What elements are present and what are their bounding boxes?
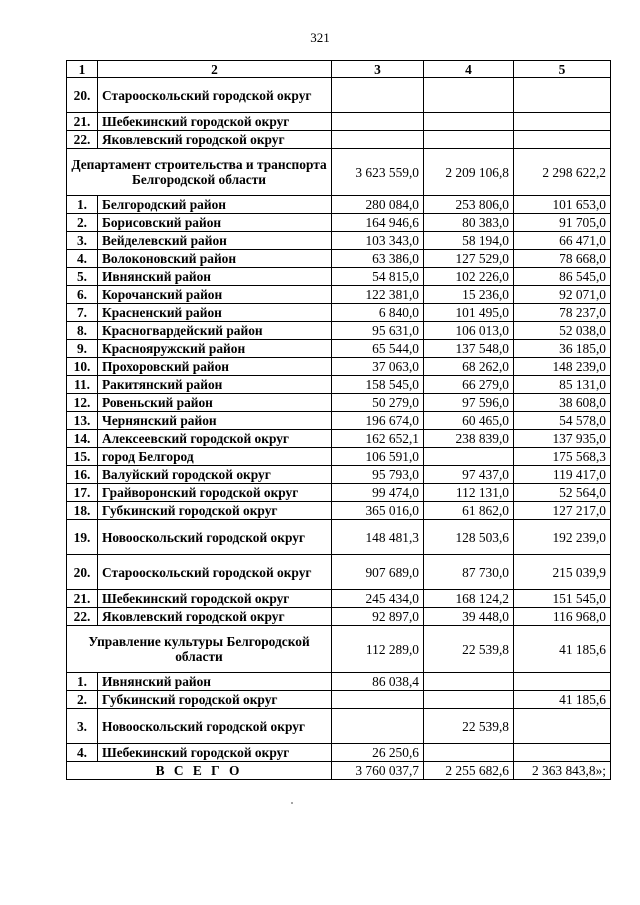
- value-col-4: 101 495,0: [424, 304, 514, 322]
- department-row: [67, 149, 611, 196]
- value-col-4: 253 806,0: [424, 196, 514, 214]
- value-col-3: 245 434,0: [332, 590, 424, 608]
- value-col-3: 95 793,0: [332, 466, 424, 484]
- value-col-4: 2 255 682,6: [424, 762, 514, 780]
- value-col-4: 68 262,0: [424, 358, 514, 376]
- row-number: 6.: [67, 286, 98, 304]
- value-col-5: [514, 709, 611, 744]
- value-col-5: 137 935,0: [514, 430, 611, 448]
- table-row: [67, 448, 611, 466]
- table-row: [67, 232, 611, 250]
- value-col-5: 36 185,0: [514, 340, 611, 358]
- value-col-3: 65 544,0: [332, 340, 424, 358]
- table-row: [67, 709, 611, 744]
- value-col-3: 907 689,0: [332, 555, 424, 590]
- row-number: 2.: [67, 214, 98, 232]
- table-row: [67, 78, 611, 113]
- department-name: Управление культуры Белгородской области: [67, 626, 332, 673]
- row-name: Старооскольский городской округ: [98, 78, 332, 113]
- row-number: 5.: [67, 268, 98, 286]
- row-number: 1.: [67, 196, 98, 214]
- value-col-5: 78 668,0: [514, 250, 611, 268]
- value-col-4: 58 194,0: [424, 232, 514, 250]
- value-col-5: 92 071,0: [514, 286, 611, 304]
- value-col-4: 112 131,0: [424, 484, 514, 502]
- row-number: 3.: [67, 232, 98, 250]
- row-name: Ракитянский район: [98, 376, 332, 394]
- table-row: [67, 304, 611, 322]
- header-col-2: 2: [98, 61, 332, 78]
- value-col-4: [424, 673, 514, 691]
- value-col-3: 103 343,0: [332, 232, 424, 250]
- row-number: 7.: [67, 304, 98, 322]
- row-number: 16.: [67, 466, 98, 484]
- total-label: В С Е Г О: [67, 762, 332, 780]
- value-col-3: 365 016,0: [332, 502, 424, 520]
- row-name: Белгородский район: [98, 196, 332, 214]
- value-col-4: [424, 113, 514, 131]
- value-col-4: 66 279,0: [424, 376, 514, 394]
- value-col-3: 164 946,6: [332, 214, 424, 232]
- row-number: 1.: [67, 673, 98, 691]
- value-col-3: [332, 113, 424, 131]
- row-name: Губкинский городской округ: [98, 691, 332, 709]
- scan-speck: [291, 802, 293, 804]
- value-col-3: 95 631,0: [332, 322, 424, 340]
- value-col-5: [514, 744, 611, 762]
- value-col-3: [332, 78, 424, 113]
- row-name: Краснояружский район: [98, 340, 332, 358]
- value-col-4: 15 236,0: [424, 286, 514, 304]
- department-row: [67, 626, 611, 673]
- value-col-4: 106 013,0: [424, 322, 514, 340]
- value-col-5: 2 363 843,8»;: [514, 762, 611, 780]
- value-col-4: 60 465,0: [424, 412, 514, 430]
- row-number: 2.: [67, 691, 98, 709]
- row-name: Прохоровский район: [98, 358, 332, 376]
- value-col-4: 238 839,0: [424, 430, 514, 448]
- table-row: [67, 555, 611, 590]
- value-col-5: 119 417,0: [514, 466, 611, 484]
- value-col-4: [424, 744, 514, 762]
- row-name: Старооскольский городской округ: [98, 555, 332, 590]
- value-col-4: 22 539,8: [424, 626, 514, 673]
- value-col-5: 54 578,0: [514, 412, 611, 430]
- value-col-4: 61 862,0: [424, 502, 514, 520]
- row-name: Яковлевский городской округ: [98, 131, 332, 149]
- value-col-4: 97 437,0: [424, 466, 514, 484]
- table-row: [67, 322, 611, 340]
- value-col-5: 2 298 622,2: [514, 149, 611, 196]
- row-number: 19.: [67, 520, 98, 555]
- value-col-3: 280 084,0: [332, 196, 424, 214]
- value-col-4: [424, 78, 514, 113]
- value-col-3: 54 815,0: [332, 268, 424, 286]
- table-row: [67, 358, 611, 376]
- value-col-3: 50 279,0: [332, 394, 424, 412]
- table-row: [67, 196, 611, 214]
- row-name: Яковлевский городской округ: [98, 608, 332, 626]
- value-col-3: [332, 691, 424, 709]
- value-col-5: 78 237,0: [514, 304, 611, 322]
- row-number: 9.: [67, 340, 98, 358]
- row-name: город Белгород: [98, 448, 332, 466]
- value-col-4: [424, 131, 514, 149]
- table-row: [67, 268, 611, 286]
- row-name: Вейделевский район: [98, 232, 332, 250]
- value-col-4: [424, 448, 514, 466]
- row-number: 3.: [67, 709, 98, 744]
- table-row: [67, 113, 611, 131]
- row-number: 10.: [67, 358, 98, 376]
- table-row: [67, 430, 611, 448]
- table-row: [67, 744, 611, 762]
- value-col-5: 91 705,0: [514, 214, 611, 232]
- row-name: Новооскольский городской округ: [98, 709, 332, 744]
- value-col-5: 41 185,6: [514, 691, 611, 709]
- value-col-4: 87 730,0: [424, 555, 514, 590]
- row-name: Грайворонский городской округ: [98, 484, 332, 502]
- value-col-5: 175 568,3: [514, 448, 611, 466]
- value-col-3: 26 250,6: [332, 744, 424, 762]
- row-name: Ивнянский район: [98, 673, 332, 691]
- value-col-5: 215 039,9: [514, 555, 611, 590]
- row-name: Валуйский городской округ: [98, 466, 332, 484]
- value-col-3: 112 289,0: [332, 626, 424, 673]
- value-col-3: 3 760 037,7: [332, 762, 424, 780]
- row-number: 20.: [67, 78, 98, 113]
- value-col-3: 158 545,0: [332, 376, 424, 394]
- value-col-5: [514, 673, 611, 691]
- row-name: Красненский район: [98, 304, 332, 322]
- value-col-4: 127 529,0: [424, 250, 514, 268]
- value-col-3: 99 474,0: [332, 484, 424, 502]
- value-col-3: 162 652,1: [332, 430, 424, 448]
- row-name: Борисовский район: [98, 214, 332, 232]
- row-name: Шебекинский городской округ: [98, 744, 332, 762]
- row-number: 21.: [67, 113, 98, 131]
- value-col-5: 41 185,6: [514, 626, 611, 673]
- value-col-5: 148 239,0: [514, 358, 611, 376]
- value-col-3: 37 063,0: [332, 358, 424, 376]
- page-number: 321: [310, 30, 330, 45]
- header-col-1: 1: [67, 61, 98, 78]
- table-row: [67, 484, 611, 502]
- table-row: [67, 502, 611, 520]
- value-col-4: 168 124,2: [424, 590, 514, 608]
- row-name: Чернянский район: [98, 412, 332, 430]
- row-name: Новооскольский городской округ: [98, 520, 332, 555]
- row-number: 8.: [67, 322, 98, 340]
- table-row: [67, 250, 611, 268]
- row-name: Красногвардейский район: [98, 322, 332, 340]
- value-col-5: [514, 78, 611, 113]
- row-name: Губкинский городской округ: [98, 502, 332, 520]
- value-col-4: 39 448,0: [424, 608, 514, 626]
- table-row: [67, 376, 611, 394]
- total-row: [67, 762, 611, 780]
- value-col-3: [332, 131, 424, 149]
- table-row: [67, 131, 611, 149]
- value-col-5: 151 545,0: [514, 590, 611, 608]
- value-col-5: 86 545,0: [514, 268, 611, 286]
- row-number: 22.: [67, 608, 98, 626]
- table-row: [67, 520, 611, 555]
- row-name: Волоконовский район: [98, 250, 332, 268]
- value-col-5: 192 239,0: [514, 520, 611, 555]
- value-col-4: 137 548,0: [424, 340, 514, 358]
- value-col-3: 92 897,0: [332, 608, 424, 626]
- row-number: 20.: [67, 555, 98, 590]
- table-row: [67, 340, 611, 358]
- value-col-3: 3 623 559,0: [332, 149, 424, 196]
- row-name: Ивнянский район: [98, 268, 332, 286]
- row-number: 4.: [67, 250, 98, 268]
- row-number: 18.: [67, 502, 98, 520]
- row-number: 12.: [67, 394, 98, 412]
- header-col-4: 4: [424, 61, 514, 78]
- row-number: 11.: [67, 376, 98, 394]
- row-number: 21.: [67, 590, 98, 608]
- value-col-3: 196 674,0: [332, 412, 424, 430]
- value-col-5: 116 968,0: [514, 608, 611, 626]
- value-col-4: 128 503,6: [424, 520, 514, 555]
- value-col-4: 2 209 106,8: [424, 149, 514, 196]
- row-number: 13.: [67, 412, 98, 430]
- value-col-5: 52 038,0: [514, 322, 611, 340]
- budget-table: [66, 60, 611, 780]
- table-row: [67, 214, 611, 232]
- value-col-3: [332, 709, 424, 744]
- table-row: [67, 466, 611, 484]
- table-row: [67, 286, 611, 304]
- table-row: [67, 412, 611, 430]
- value-col-5: 38 608,0: [514, 394, 611, 412]
- value-col-3: 86 038,4: [332, 673, 424, 691]
- row-name: Шебекинский городской округ: [98, 590, 332, 608]
- table-row: [67, 590, 611, 608]
- header-row: [67, 61, 611, 78]
- value-col-5: 66 471,0: [514, 232, 611, 250]
- value-col-5: 52 564,0: [514, 484, 611, 502]
- row-name: Алексеевский городской округ: [98, 430, 332, 448]
- table-row: [67, 691, 611, 709]
- value-col-5: [514, 131, 611, 149]
- value-col-4: 80 383,0: [424, 214, 514, 232]
- row-number: 22.: [67, 131, 98, 149]
- row-number: 17.: [67, 484, 98, 502]
- value-col-4: 22 539,8: [424, 709, 514, 744]
- header-col-3: 3: [332, 61, 424, 78]
- value-col-3: 148 481,3: [332, 520, 424, 555]
- value-col-3: 6 840,0: [332, 304, 424, 322]
- row-number: 14.: [67, 430, 98, 448]
- row-name: Ровеньский район: [98, 394, 332, 412]
- value-col-5: [514, 113, 611, 131]
- row-number: 15.: [67, 448, 98, 466]
- department-name: Департамент строительства и транспорта Белгородской области: [67, 149, 332, 196]
- value-col-4: 97 596,0: [424, 394, 514, 412]
- row-name: Шебекинский городской округ: [98, 113, 332, 131]
- value-col-3: 122 381,0: [332, 286, 424, 304]
- value-col-4: [424, 691, 514, 709]
- table-row: [67, 394, 611, 412]
- value-col-5: 127 217,0: [514, 502, 611, 520]
- value-col-3: 63 386,0: [332, 250, 424, 268]
- value-col-4: 102 226,0: [424, 268, 514, 286]
- value-col-5: 101 653,0: [514, 196, 611, 214]
- row-number: 4.: [67, 744, 98, 762]
- table-row: [67, 608, 611, 626]
- table-body: [67, 78, 611, 780]
- table-row: [67, 673, 611, 691]
- value-col-5: 85 131,0: [514, 376, 611, 394]
- row-name: Корочанский район: [98, 286, 332, 304]
- value-col-3: 106 591,0: [332, 448, 424, 466]
- header-col-5: 5: [514, 61, 611, 78]
